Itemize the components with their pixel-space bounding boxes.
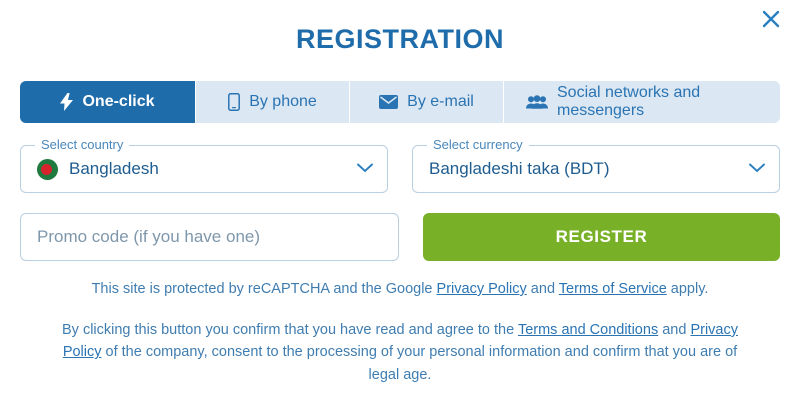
mobile-phone-icon bbox=[228, 93, 240, 111]
page-title: REGISTRATION bbox=[296, 24, 504, 54]
tab-social-networks[interactable] bbox=[504, 81, 780, 123]
country-select-value: Bangladesh bbox=[69, 159, 159, 178]
lightning-bolt-icon bbox=[60, 93, 73, 111]
terms-text-after: of the company, consent to the processing of your personal information and confirm that you are of legal age. bbox=[101, 344, 738, 383]
currency-select[interactable] bbox=[412, 137, 780, 193]
country-select[interactable] bbox=[20, 137, 388, 193]
tab-social-networks-label: Social networks and messengers bbox=[557, 84, 701, 119]
terms-text-middle: and bbox=[658, 322, 691, 338]
country-select-label: Select country bbox=[35, 137, 129, 152]
recaptcha-notice bbox=[20, 281, 780, 297]
people-group-icon bbox=[526, 95, 548, 109]
recaptcha-text-before: This site is protected by reCAPTCHA and the Google bbox=[91, 281, 437, 297]
tab-one-click-label: One-click bbox=[82, 93, 155, 110]
bangladesh-flag-icon bbox=[37, 159, 58, 180]
tab-by-email-label: By e-mail bbox=[407, 93, 474, 110]
tab-by-email[interactable] bbox=[350, 81, 504, 123]
close-icon[interactable] bbox=[756, 4, 786, 34]
terms-and-conditions-link[interactable]: Terms and Conditions bbox=[517, 322, 659, 338]
tab-one-click[interactable] bbox=[20, 81, 196, 123]
registration-method-tabs bbox=[20, 81, 780, 123]
chevron-down-icon bbox=[749, 160, 765, 178]
currency-select-label: Select currency bbox=[427, 137, 529, 152]
promo-code-input[interactable] bbox=[20, 213, 399, 261]
terms-privacy-policy-link[interactable]: Privacy Policy bbox=[62, 322, 738, 361]
promo-and-submit-row bbox=[20, 213, 780, 261]
tab-by-phone-label: By phone bbox=[249, 93, 317, 110]
chevron-down-icon bbox=[357, 160, 373, 178]
currency-select-value: Bangladeshi taka (BDT) bbox=[429, 159, 610, 178]
recaptcha-text-middle: and bbox=[526, 281, 559, 297]
selects-row bbox=[20, 137, 780, 193]
recaptcha-text-after: apply. bbox=[666, 281, 709, 297]
tab-by-phone[interactable] bbox=[196, 81, 350, 123]
recaptcha-terms-of-service-link[interactable]: Terms of Service bbox=[558, 281, 667, 297]
register-button[interactable]: REGISTER bbox=[423, 213, 780, 261]
envelope-icon bbox=[379, 95, 398, 109]
recaptcha-privacy-policy-link[interactable]: Privacy Policy bbox=[436, 281, 527, 297]
terms-notice bbox=[20, 319, 780, 386]
terms-text-before: By clicking this button you confirm that you have read and agree to the bbox=[62, 322, 518, 338]
